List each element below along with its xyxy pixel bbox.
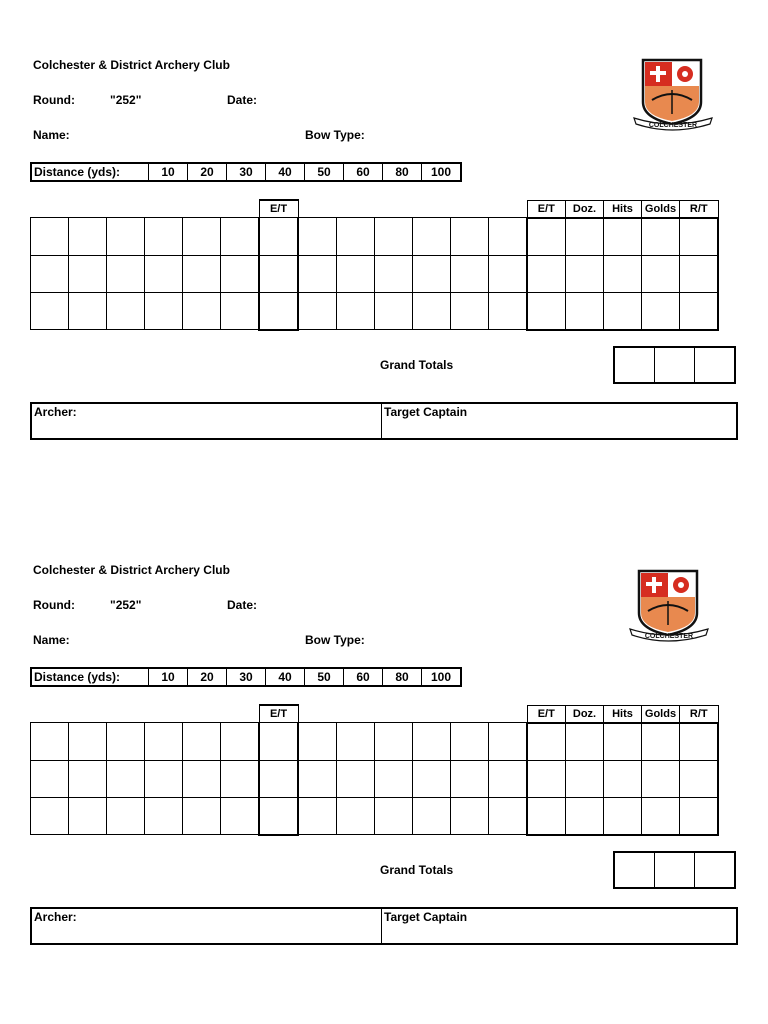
bow-type-label: Bow Type: [305, 633, 365, 647]
arrow-cell[interactable] [145, 218, 183, 256]
target-captain-signature-field[interactable] [382, 404, 736, 438]
logo-text: COLCHESTER [644, 633, 694, 640]
bow-type-label: Bow Type: [305, 128, 365, 142]
arrow-cell[interactable] [298, 292, 337, 330]
round-value: "252" [110, 598, 142, 612]
club-crest-logo [630, 58, 716, 132]
score-row [31, 723, 719, 761]
grand-total-hits-cell[interactable] [614, 347, 655, 383]
doz-cell[interactable] [566, 292, 604, 330]
golds-header: Golds [642, 200, 680, 218]
arrow-cell[interactable] [337, 723, 375, 761]
archer-label: Archer: [34, 405, 77, 419]
et-header: E/T [527, 705, 566, 723]
arrow-cell[interactable] [413, 292, 451, 330]
et-cell[interactable] [259, 292, 298, 330]
hits-cell[interactable] [604, 292, 642, 330]
arrow-cell[interactable] [489, 255, 528, 292]
arrow-cell[interactable] [145, 292, 183, 330]
arrow-cell[interactable] [298, 218, 337, 256]
et-cell[interactable] [259, 723, 298, 761]
arrow-cell[interactable] [489, 760, 528, 797]
arrow-cell[interactable] [337, 292, 375, 330]
hits-cell[interactable] [604, 723, 642, 761]
arrow-cell[interactable] [489, 292, 528, 330]
arrow-cell[interactable] [413, 723, 451, 761]
arrow-cell[interactable] [221, 723, 260, 761]
arrow-cell[interactable] [69, 218, 107, 256]
et-total-cell[interactable] [527, 760, 566, 797]
score-row [31, 292, 719, 330]
grand-total-rt-cell[interactable] [695, 852, 736, 888]
rt-cell[interactable] [680, 797, 719, 835]
distance-label: Distance (yds): [31, 668, 149, 686]
golds-cell[interactable] [642, 255, 680, 292]
arrow-cell[interactable] [451, 292, 489, 330]
arrow-cell[interactable] [31, 292, 69, 330]
arrow-cell[interactable] [31, 255, 69, 292]
rt-cell[interactable] [680, 723, 719, 761]
arrow-cell[interactable] [107, 797, 145, 835]
distance-cell: 20 [188, 163, 227, 181]
name-label: Name: [33, 633, 70, 647]
golds-header: Golds [642, 705, 680, 723]
distance-table [30, 667, 462, 687]
et-total-cell[interactable] [527, 723, 566, 761]
rt-header: R/T [680, 705, 719, 723]
arrow-cell[interactable] [489, 797, 528, 835]
arrow-cell[interactable] [31, 760, 69, 797]
et-cell[interactable] [259, 255, 298, 292]
arrow-cell[interactable] [375, 292, 413, 330]
hits-header: Hits [604, 705, 642, 723]
distance-cell: 100 [422, 163, 462, 181]
distance-cell: 80 [383, 668, 422, 686]
arrow-cell[interactable] [183, 255, 221, 292]
grand-total-golds-cell[interactable] [655, 852, 695, 888]
score-row [31, 797, 719, 835]
grand-total-rt-cell[interactable] [695, 347, 736, 383]
et-header-mid: E/T [259, 200, 298, 218]
distance-cell: 10 [149, 668, 188, 686]
rt-cell[interactable] [680, 292, 719, 330]
date-label: Date: [227, 598, 258, 612]
arrow-cell[interactable] [451, 797, 489, 835]
arrow-cell[interactable] [69, 797, 107, 835]
arrow-cell[interactable] [69, 723, 107, 761]
grand-total-hits-cell[interactable] [614, 852, 655, 888]
distance-cell: 20 [188, 668, 227, 686]
arrow-cell[interactable] [375, 760, 413, 797]
arrow-cell[interactable] [337, 797, 375, 835]
golds-cell[interactable] [642, 218, 680, 256]
arrow-cell[interactable] [489, 723, 528, 761]
distance-cell: 30 [227, 163, 266, 181]
arrow-cell[interactable] [221, 760, 260, 797]
target-captain-signature-field[interactable] [382, 909, 736, 943]
et-total-cell[interactable] [527, 255, 566, 292]
arrow-cell[interactable] [451, 218, 489, 256]
arrow-cell[interactable] [337, 218, 375, 256]
hits-cell[interactable] [604, 255, 642, 292]
target-captain-label: Target Captain [384, 405, 468, 419]
doz-cell[interactable] [566, 218, 604, 256]
arrow-cell[interactable] [183, 292, 221, 330]
arrow-cell[interactable] [451, 255, 489, 292]
arrow-cell[interactable] [413, 797, 451, 835]
distance-cell: 60 [344, 668, 383, 686]
arrow-cell[interactable] [145, 723, 183, 761]
distance-cell: 40 [266, 163, 305, 181]
arrow-cell[interactable] [298, 797, 337, 835]
archer-signature-field[interactable] [32, 404, 382, 438]
arrow-cell[interactable] [451, 723, 489, 761]
arrow-cell[interactable] [337, 255, 375, 292]
round-label: Round: [33, 598, 75, 612]
arrow-cell[interactable] [375, 218, 413, 256]
distance-cell: 60 [344, 163, 383, 181]
club-name: Colchester & District Archery Club [33, 58, 230, 72]
name-label: Name: [33, 128, 70, 142]
arrow-cell[interactable] [31, 723, 69, 761]
golds-cell[interactable] [642, 292, 680, 330]
hits-header: Hits [604, 200, 642, 218]
doz-cell[interactable] [566, 723, 604, 761]
arrow-cell[interactable] [413, 760, 451, 797]
arrow-cell[interactable] [221, 255, 260, 292]
arrow-cell[interactable] [298, 760, 337, 797]
arrow-cell[interactable] [451, 760, 489, 797]
arrow-cell[interactable] [145, 760, 183, 797]
archer-signature-field[interactable] [32, 909, 382, 943]
doz-cell[interactable] [566, 760, 604, 797]
arrow-cell[interactable] [107, 292, 145, 330]
rt-cell[interactable] [680, 218, 719, 256]
et-header-mid: E/T [259, 705, 298, 723]
distance-cell: 40 [266, 668, 305, 686]
rt-cell[interactable] [680, 760, 719, 797]
golds-cell[interactable] [642, 760, 680, 797]
hits-cell[interactable] [604, 218, 642, 256]
arrow-cell[interactable] [183, 723, 221, 761]
distance-cell: 50 [305, 668, 344, 686]
grand-totals-table [613, 346, 736, 384]
distance-cell: 100 [422, 668, 462, 686]
score-sheet-2 [0, 505, 768, 1005]
arrow-cell[interactable] [298, 255, 337, 292]
arrow-cell[interactable] [107, 255, 145, 292]
arrow-cell[interactable] [69, 292, 107, 330]
et-cell[interactable] [259, 797, 298, 835]
et-total-cell[interactable] [527, 218, 566, 256]
logo-text: COLCHESTER [648, 122, 698, 129]
arrow-cell[interactable] [183, 218, 221, 256]
arrow-cell[interactable] [375, 255, 413, 292]
arrow-cell[interactable] [31, 218, 69, 256]
arrow-cell[interactable] [145, 255, 183, 292]
doz-header: Doz. [566, 705, 604, 723]
arrow-cell[interactable] [413, 255, 451, 292]
rt-header: R/T [680, 200, 719, 218]
score-grid [30, 199, 719, 331]
doz-header: Doz. [566, 200, 604, 218]
arrow-cell[interactable] [107, 218, 145, 256]
arrow-cell[interactable] [337, 760, 375, 797]
golds-cell[interactable] [642, 723, 680, 761]
distance-cell: 10 [149, 163, 188, 181]
date-label: Date: [227, 93, 258, 107]
grand-totals-label: Grand Totals [380, 358, 454, 372]
golds-cell[interactable] [642, 797, 680, 835]
distance-table [30, 162, 462, 182]
arrow-cell[interactable] [375, 723, 413, 761]
arrow-cell[interactable] [107, 760, 145, 797]
grand-totals-table [613, 851, 736, 889]
arrow-cell[interactable] [69, 255, 107, 292]
club-crest-logo [626, 569, 712, 643]
round-value: "252" [110, 93, 142, 107]
score-row [31, 218, 719, 256]
signature-box [30, 402, 738, 440]
et-total-cell[interactable] [527, 292, 566, 330]
arrow-cell[interactable] [69, 760, 107, 797]
club-name: Colchester & District Archery Club [33, 563, 230, 577]
arrow-cell[interactable] [31, 797, 69, 835]
arrow-cell[interactable] [183, 797, 221, 835]
hits-cell[interactable] [604, 797, 642, 835]
arrow-cell[interactable] [489, 218, 528, 256]
score-row [31, 255, 719, 292]
arrow-cell[interactable] [183, 760, 221, 797]
arrow-cell[interactable] [413, 218, 451, 256]
arrow-cell[interactable] [221, 218, 260, 256]
et-cell[interactable] [259, 760, 298, 797]
grand-total-golds-cell[interactable] [655, 347, 695, 383]
arrow-cell[interactable] [145, 797, 183, 835]
arrow-cell[interactable] [221, 292, 260, 330]
arrow-cell[interactable] [298, 723, 337, 761]
target-captain-label: Target Captain [384, 910, 468, 924]
et-total-cell[interactable] [527, 797, 566, 835]
distance-label: Distance (yds): [31, 163, 149, 181]
round-label: Round: [33, 93, 75, 107]
score-sheet-1 [0, 0, 768, 500]
arrow-cell[interactable] [221, 797, 260, 835]
et-cell[interactable] [259, 218, 298, 256]
archer-label: Archer: [34, 910, 77, 924]
doz-cell[interactable] [566, 255, 604, 292]
distance-cell: 80 [383, 163, 422, 181]
signature-box [30, 907, 738, 945]
grand-totals-label: Grand Totals [380, 863, 454, 877]
arrow-cell[interactable] [107, 723, 145, 761]
doz-cell[interactable] [566, 797, 604, 835]
et-header: E/T [527, 200, 566, 218]
score-row [31, 760, 719, 797]
rt-cell[interactable] [680, 255, 719, 292]
distance-cell: 50 [305, 163, 344, 181]
arrow-cell[interactable] [375, 797, 413, 835]
hits-cell[interactable] [604, 760, 642, 797]
score-grid [30, 704, 719, 836]
distance-cell: 30 [227, 668, 266, 686]
